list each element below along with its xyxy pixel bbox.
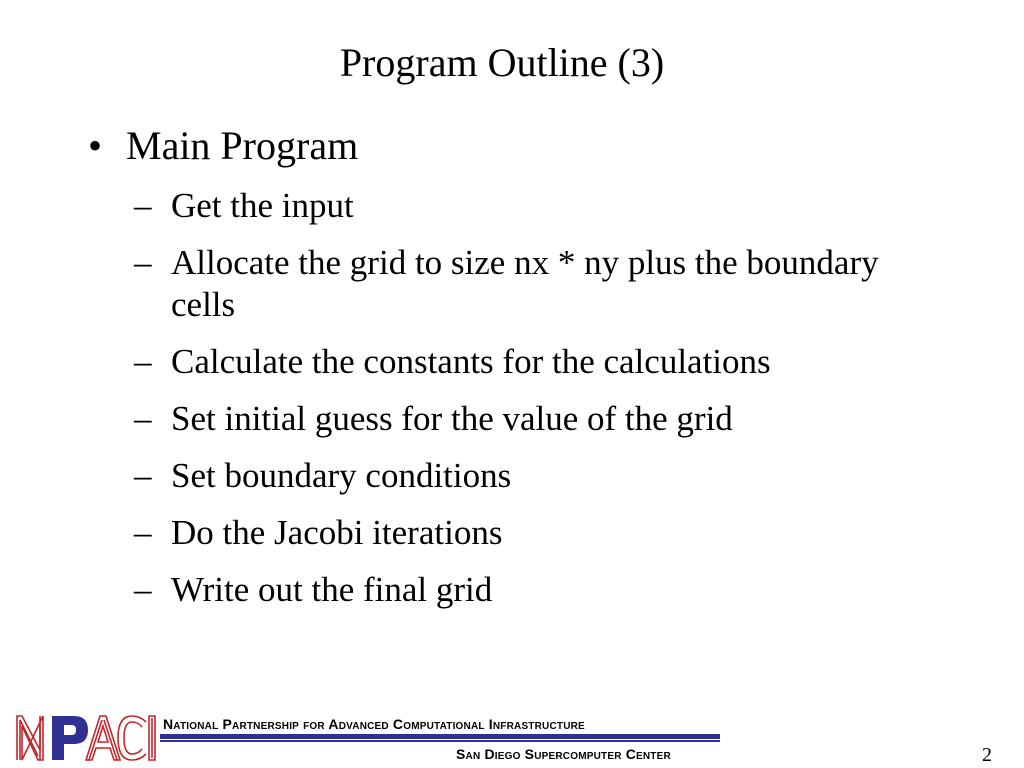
- bullet-label: Main Program: [126, 123, 359, 168]
- dash-marker: –: [134, 456, 152, 495]
- sub-bullet-text: Allocate the grid to size nx * ny plus the boundary cells: [171, 243, 879, 324]
- sub-bullet-text: Do the Jacobi iterations: [171, 513, 503, 552]
- dash-marker: –: [134, 186, 152, 225]
- dash-marker: –: [134, 399, 152, 438]
- sub-bullet-item: [134, 185, 894, 227]
- bullet-main-program: [88, 123, 358, 169]
- sub-bullet-text: Write out the final grid: [171, 570, 493, 609]
- sub-bullet-item: [134, 455, 894, 497]
- org-name: National Partnership for Advanced Computational Infrastructure: [163, 716, 585, 732]
- sub-bullet-text: Set initial guess for the value of the grid: [171, 399, 733, 438]
- footer-rule-thin: [160, 740, 720, 742]
- sub-bullet-list: [134, 185, 894, 626]
- dash-marker: –: [134, 243, 152, 282]
- dash-marker: –: [134, 342, 152, 381]
- page-number: 2: [982, 744, 992, 766]
- npaci-logo: [14, 712, 158, 764]
- sub-bullet-text: Get the input: [171, 186, 354, 225]
- dash-marker: –: [134, 513, 152, 552]
- sub-bullet-item: [134, 242, 894, 326]
- sub-bullet-text: Calculate the constants for the calculations: [171, 342, 771, 381]
- sub-bullet-item: [134, 341, 894, 383]
- bullet-marker: •: [88, 123, 103, 168]
- sub-bullet-item: [134, 569, 894, 611]
- dash-marker: –: [134, 570, 152, 609]
- sub-bullet-item: [134, 398, 894, 440]
- sub-bullet-item: [134, 512, 894, 554]
- footer-rule: [160, 734, 720, 739]
- slide-title: Program Outline (3): [339, 40, 665, 85]
- center-name: San Diego Supercomputer Center: [456, 746, 671, 762]
- sub-bullet-text: Set boundary conditions: [171, 456, 512, 495]
